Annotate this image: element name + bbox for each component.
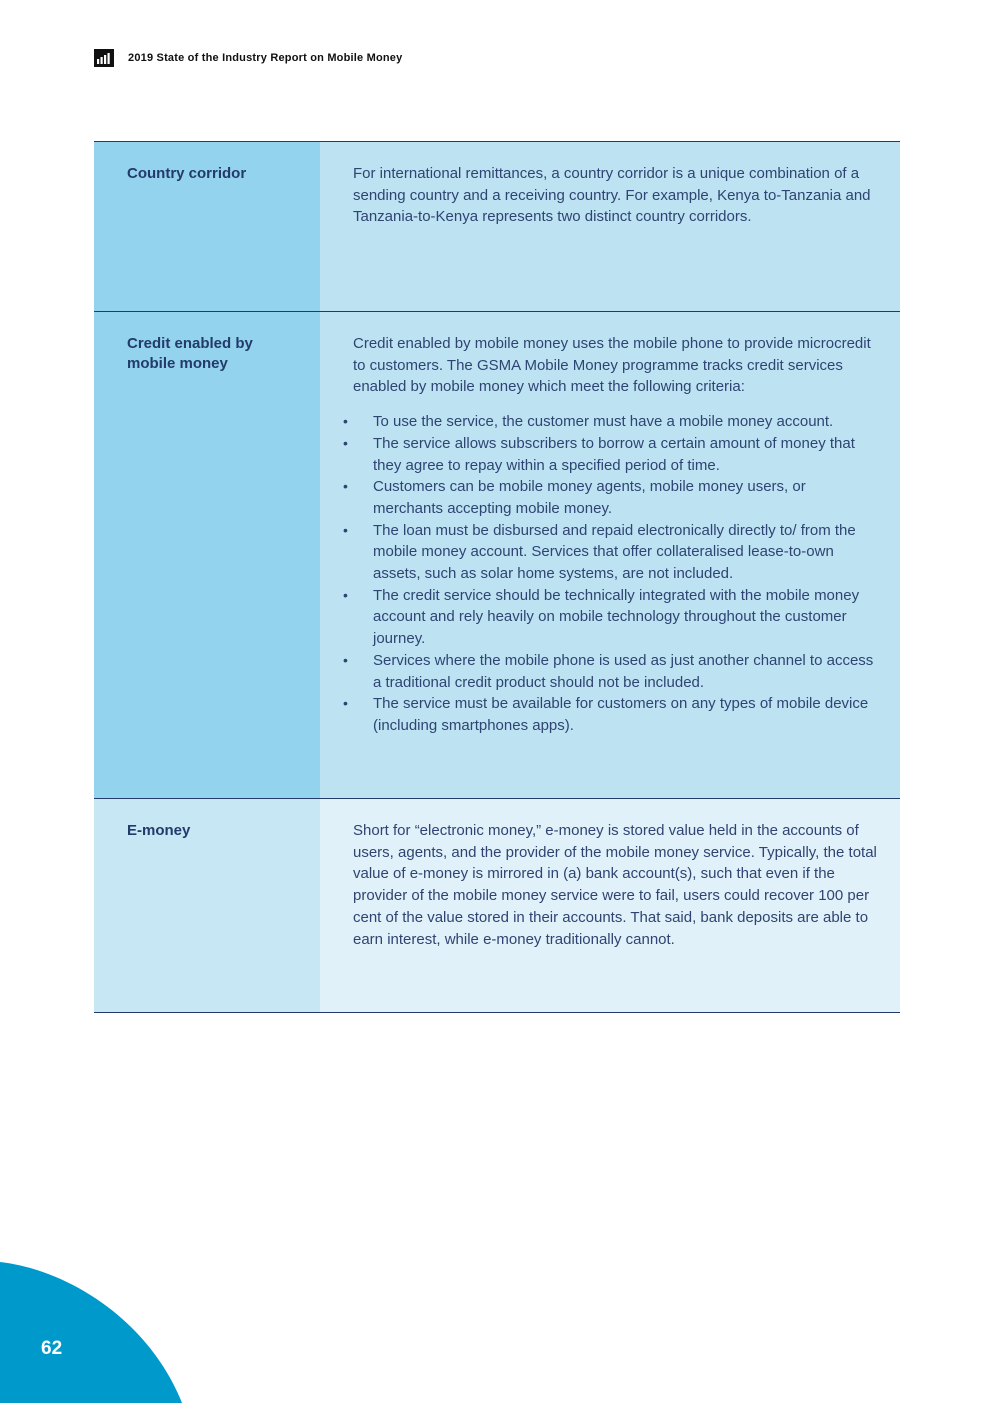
criteria-item: • The service allows subscribers to borrow a certain amount of money that they agree to repay within a specified period of time. xyxy=(353,433,878,476)
definition-text: Credit enabled by mobile money uses the mobile phone to provide microcredit to customers. The GSMA Mobile Money programme tracks credit services enabled by mobile money which meet the following criteria: xyxy=(353,335,871,396)
page-corner-shape xyxy=(0,1262,200,1403)
criteria-item: • To use the service, the customer must have a mobile money account. xyxy=(353,411,878,433)
glossary-term: Credit enabled by mobile money xyxy=(94,312,320,798)
criteria-list xyxy=(353,411,878,737)
report-title: 2019 State of the Industry Report on Mobile Money xyxy=(128,52,403,64)
glossary-row-country-corridor xyxy=(94,142,900,312)
glossary-term: Country corridor xyxy=(94,142,320,311)
criteria-item: • The loan must be disbursed and repaid electronically directly to/ from the mobile money account. Services that offer collateralised lease-to-own assets, such as solar home systems, are not included. xyxy=(353,520,878,585)
page-header xyxy=(94,48,402,68)
glossary-definition xyxy=(320,312,900,798)
glossary-row-e-money xyxy=(94,799,900,1013)
definition-text: For international remittances, a country corridor is a unique combination of a sending country and a receiving country. For example, Kenya to-Tanzania and Tanzania-to-Kenya represents two distinct country corridors. xyxy=(353,165,871,226)
glossary-term: E-money xyxy=(94,799,320,1012)
glossary-definition xyxy=(320,799,900,1012)
report-logo-icon xyxy=(94,49,114,67)
glossary-table xyxy=(94,141,900,1013)
criteria-item: • The service must be available for customers on any types of mobile device (including smartphones apps). xyxy=(353,693,878,736)
page-number: 62 xyxy=(41,1338,63,1359)
criteria-item: • The credit service should be technically integrated with the mobile money account and rely heavily on mobile technology throughout the customer journey. xyxy=(353,585,878,650)
glossary-row-credit xyxy=(94,312,900,799)
criteria-item: • Services where the mobile phone is used as just another channel to access a traditional credit product should not be included. xyxy=(353,650,878,693)
criteria-item: • Customers can be mobile money agents, mobile money users, or merchants accepting mobile money. xyxy=(353,476,878,519)
definition-text: Short for “electronic money,” e-money is stored value held in the accounts of users, agents, and the provider of the mobile money service. Typically, the total value of e-money is mirrored in (a) bank account(s), such that even if the provider of the mobile money service were to fail, users could recover 100 per cent of the value stored in their accounts. That said, bank deposits are able to earn interest, while e-money traditionally cannot. xyxy=(353,822,877,948)
glossary-definition xyxy=(320,142,900,311)
